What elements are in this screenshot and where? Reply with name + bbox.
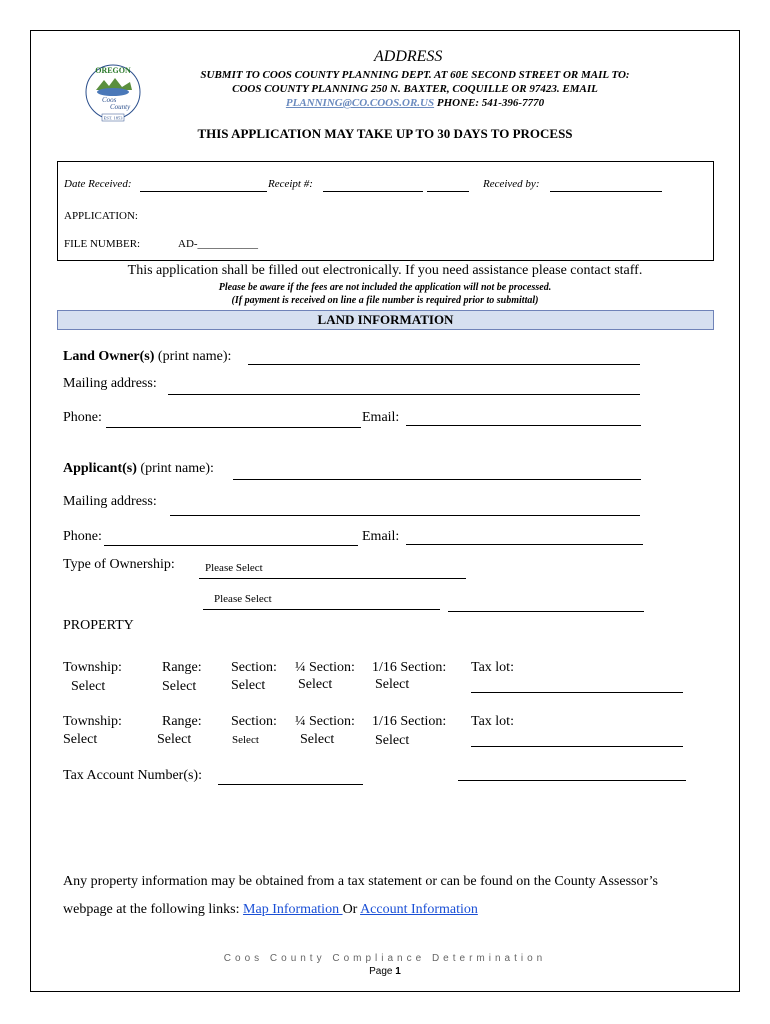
office-use-box [57, 161, 714, 261]
r1-section-select[interactable]: Select [231, 678, 266, 693]
applicant-email-field[interactable] [406, 544, 643, 545]
r2-township-label: Township: [63, 714, 122, 729]
phone-text: PHONE: 541-396-7770 [436, 97, 545, 109]
land-information-header: LAND INFORMATION [57, 310, 714, 330]
ownership-select-2[interactable]: Please Select [214, 593, 272, 605]
r2-range-select[interactable]: Select [157, 732, 192, 747]
file-number-label: FILE NUMBER: [64, 238, 141, 250]
receipt-field-2[interactable] [427, 191, 469, 192]
logo-text-oregon: OREGON [95, 66, 131, 75]
ownership-label: Type of Ownership: [63, 557, 175, 572]
land-owner-mailing-field[interactable] [168, 394, 640, 395]
applicant-name-field[interactable] [233, 479, 641, 480]
tax-account-label: Tax Account Number(s): [63, 768, 202, 783]
applicant-mailing-field[interactable] [170, 515, 640, 516]
payment-notice: (If payment is received on line a file number is required prior to submittal) [231, 295, 539, 306]
submit-line-2: COOS COUNTY PLANNING 250 N. BAXTER, COQUILLE OR 97423. EMAIL [232, 83, 598, 95]
r2-sixteenth-select[interactable]: Select [375, 733, 410, 748]
electronic-notice: This application shall be filled out electronically. If you need assistance please contact staff. [127, 263, 643, 278]
r1-range-select[interactable]: Select [162, 679, 197, 694]
date-received-field[interactable] [140, 191, 267, 192]
r1-sixteenth-label: 1/16 Section: [372, 660, 447, 675]
receipt-label: Receipt #: [268, 178, 313, 190]
r1-taxlot-field[interactable] [471, 692, 683, 693]
footer-title: Coos County Compliance Determination [223, 953, 547, 964]
file-number-value[interactable]: AD-___________ [178, 238, 259, 250]
tax-account-field-1[interactable] [218, 784, 363, 785]
applicant-label: Applicant(s) (print name): [63, 461, 214, 476]
submit-line-1: SUBMIT TO COOS COUNTY PLANNING DEPT. AT 60E SECOND STREET OR MAIL TO: [200, 69, 630, 81]
land-owner-mailing-label: Mailing address: [63, 376, 157, 391]
fees-notice: Please be aware if the fees are not included the application will not be processed. [218, 282, 552, 293]
applicant-phone-field[interactable] [104, 545, 358, 546]
received-by-label: Received by: [483, 178, 540, 190]
r2-range-label: Range: [162, 714, 202, 729]
r2-section-label: Section: [231, 714, 277, 729]
r1-quarter-select[interactable]: Select [298, 677, 333, 692]
info-line-2: webpage at the following links: Map Information Or Account Information [63, 902, 478, 917]
r2-township-select[interactable]: Select [63, 732, 98, 747]
map-information-link[interactable]: Map Information [243, 902, 343, 917]
ownership-select-1-underline [199, 578, 466, 579]
r1-sixteenth-select[interactable]: Select [375, 677, 410, 692]
r2-taxlot-label: Tax lot: [471, 714, 514, 729]
r1-township-label: Township: [63, 660, 122, 675]
receipt-field[interactable] [323, 191, 423, 192]
land-owner-phone-field[interactable] [106, 427, 361, 428]
r1-quarter-label: ¼ Section: [295, 660, 355, 675]
r1-taxlot-label: Tax lot: [471, 660, 514, 675]
land-owner-email-field[interactable] [406, 425, 641, 426]
logo-text-county: County [110, 103, 131, 111]
r1-section-label: Section: [231, 660, 277, 675]
account-information-link[interactable]: Account Information [360, 902, 478, 917]
applicant-mailing-label: Mailing address: [63, 494, 157, 509]
land-owner-phone-label: Phone: [63, 410, 102, 425]
logo-text-coos: Coos [102, 96, 117, 104]
applicant-email-label: Email: [362, 529, 400, 544]
r2-section-select[interactable]: Select [232, 734, 259, 746]
address-title: ADDRESS [374, 48, 443, 65]
logo-text-est: EST. 1853 [103, 115, 123, 121]
email-link[interactable]: PLANNING@CO.COOS.OR.US [285, 97, 435, 109]
ownership-select-2-underline [203, 609, 440, 610]
r1-range-label: Range: [162, 660, 202, 675]
land-owner-name-field[interactable] [248, 364, 640, 365]
r2-quarter-label: ¼ Section: [295, 714, 355, 729]
ownership-select-1[interactable]: Please Select [205, 562, 263, 574]
ownership-extra-field[interactable] [448, 611, 644, 612]
info-line-1: Any property information may be obtained from a tax statement or can be found on the County Assessor’s [63, 874, 658, 889]
date-received-label: Date Received: [64, 178, 132, 190]
r1-township-select[interactable]: Select [71, 679, 106, 694]
r2-taxlot-field[interactable] [471, 746, 683, 747]
submit-instructions [150, 68, 680, 110]
tax-account-field-2[interactable] [458, 780, 686, 781]
application-label: APPLICATION: [64, 210, 138, 222]
land-owner-email-label: Email: [362, 410, 400, 425]
coos-county-logo [82, 56, 144, 128]
page-number: Page 1 [369, 966, 401, 977]
r2-quarter-select[interactable]: Select [300, 732, 335, 747]
applicant-phone-label: Phone: [63, 529, 102, 544]
received-by-field[interactable] [550, 191, 662, 192]
property-heading: PROPERTY [63, 618, 134, 633]
land-owner-label: Land Owner(s) (print name): [63, 349, 232, 364]
r2-sixteenth-label: 1/16 Section: [372, 714, 447, 729]
process-notice: THIS APPLICATION MAY TAKE UP TO 30 DAYS TO PROCESS [197, 126, 573, 141]
